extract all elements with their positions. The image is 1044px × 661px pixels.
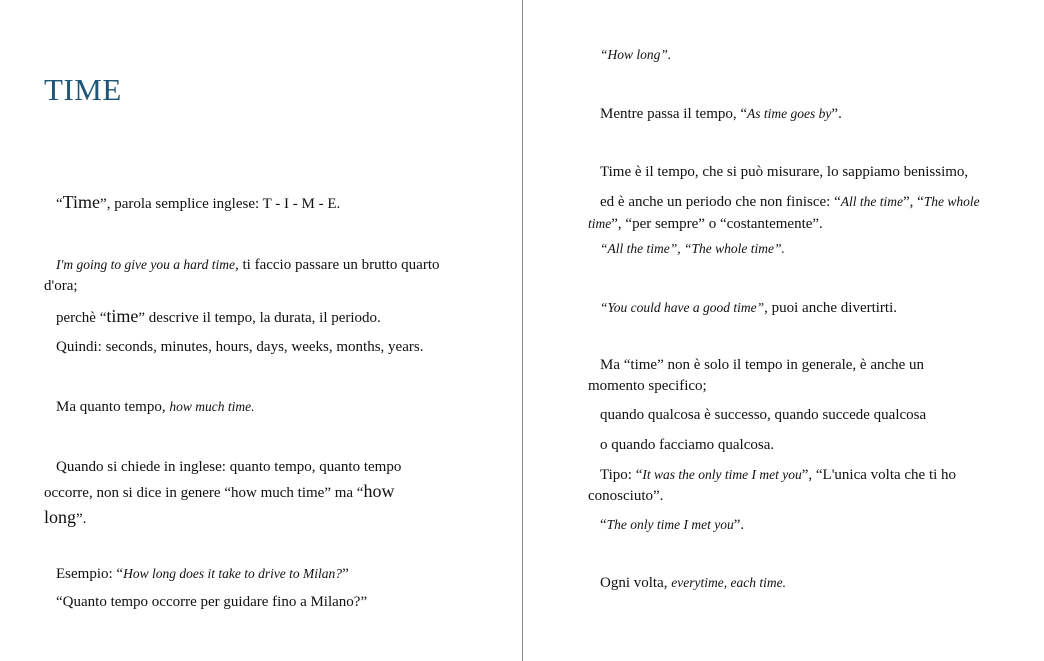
english-phrase: “You could have a good time” <box>600 300 765 315</box>
italian-translation: , ti faccio passare un brutto quarto d'ora; <box>44 257 440 294</box>
english-phrase: It was the only time I met you <box>642 467 802 482</box>
quote-open: “ <box>56 196 63 212</box>
text-part: ed è anche un periodo che non finisce: “ <box>600 194 841 210</box>
paragraph-time-intro <box>56 192 340 215</box>
phrase-how-long: how long <box>44 481 395 527</box>
english-phrase: The only time I met you <box>606 517 734 532</box>
text-part: ”, “L'unica volta che ti ho conosciuto”. <box>588 467 957 504</box>
paragraph-example-translation: “Quanto tempo occorre per guidare fino a Milano?” <box>56 594 368 610</box>
text-part: Ma quanto tempo, <box>56 399 170 415</box>
paragraph-time-describes <box>56 306 381 329</box>
quote-close: ” <box>100 196 107 212</box>
english-phrase: how much time. <box>169 399 255 414</box>
paragraph-only-time-quote <box>600 514 744 536</box>
text-part: , puoi anche divertirti. <box>764 300 898 316</box>
text-part: ”, “ <box>902 194 924 210</box>
text-part: Ogni volta, <box>600 575 672 591</box>
english-phrase: All the time <box>840 194 903 209</box>
text-part: “ <box>600 517 607 533</box>
text-part: Mentre passa il tempo, “ <box>600 106 748 122</box>
text-part: ”. <box>733 517 745 533</box>
text-part: ”, “per sempre” o “costantemente”. <box>611 216 823 232</box>
paragraph-only-time-example <box>588 464 988 507</box>
paragraph-example <box>56 563 349 585</box>
english-phrase: “All the time”, “The whole time”. <box>600 241 785 256</box>
paragraph-never-ends <box>588 191 1008 235</box>
paragraph-as-time-goes-by <box>600 103 842 125</box>
english-phrase: “How long”. <box>600 47 672 62</box>
text-part: ” <box>342 566 349 582</box>
paragraph-every-time <box>600 572 786 594</box>
paragraph-hard-time <box>44 254 454 297</box>
spelling: T - I - M - E. <box>262 196 341 212</box>
text-part: Esempio: “ <box>56 566 124 582</box>
english-phrase: As time goes by <box>747 106 832 121</box>
text-part: Tipo: “ <box>600 467 643 483</box>
text-part: ” descrive il tempo, la durata, il periodo. <box>138 310 381 326</box>
intro-text: , parola semplice inglese: <box>106 196 263 212</box>
page-title: TIME <box>44 72 122 107</box>
text-part: ”. <box>76 511 87 527</box>
paragraph-how-long <box>44 455 439 531</box>
paragraph-how-much <box>56 396 254 418</box>
paragraph-when-happened: quando qualcosa è successo, quando succede qualcosa <box>600 407 927 423</box>
word-time: time <box>106 306 139 326</box>
english-phrase: The whole time <box>588 194 980 231</box>
text-part: Quando si chiede in inglese: quanto tempo, quanto tempo occorre, non si dice in genere “how much time” ma “ <box>44 459 402 501</box>
paragraph-units: Quindi: seconds, minutes, hours, days, weeks, months, years. <box>56 339 424 355</box>
word-time: Time <box>62 192 101 212</box>
text-part: perchè “ <box>56 310 107 326</box>
page-divider <box>522 0 523 661</box>
right-page <box>524 0 1044 661</box>
text-part: ”. <box>831 106 842 122</box>
paragraph-how-long-quote <box>600 44 671 66</box>
paragraph-time-measure: Time è il tempo, che si può misurare, lo sappiamo benissimo, <box>600 164 969 180</box>
paragraph-specific-moment: Ma “time” non è solo il tempo in generale, è anche un momento specifico; <box>588 357 925 394</box>
english-phrase: I'm going to give you a hard time <box>56 257 235 272</box>
english-phrase: everytime, each time. <box>671 575 786 590</box>
paragraph-good-time <box>600 297 897 319</box>
english-phrase: How long does it take to drive to Milan? <box>123 566 343 581</box>
paragraph-all-the-time <box>600 238 785 260</box>
paragraph-when-we-do: o quando facciamo qualcosa. <box>600 437 775 453</box>
